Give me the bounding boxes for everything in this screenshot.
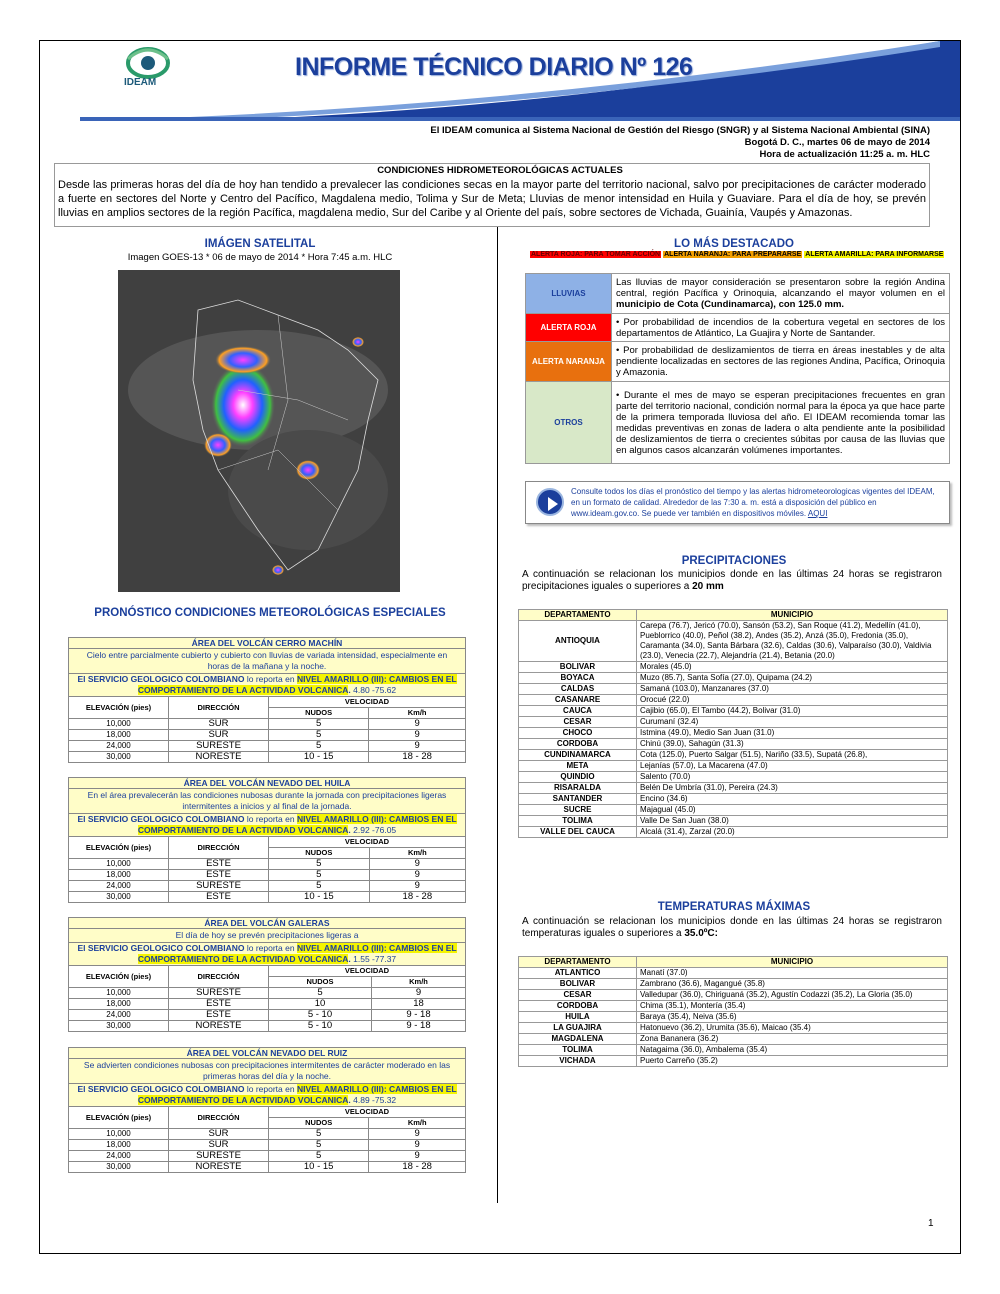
table-row [519,1001,948,1012]
wind-row [69,870,466,881]
col-knots: NUDOS [269,1118,369,1129]
department-cell: CESAR [519,990,637,1001]
department-cell: CAUCA [519,706,637,717]
volcano-description: El día de hoy se prevén precipitaciones ligeras a [69,929,466,943]
sgc-prefix: El SERVICIO GEOLOGICO COLOMBIANO [77,814,245,824]
highlight-row-roja [526,314,950,342]
department-cell: CASANARE [519,695,637,706]
wind-cell: SURESTE [169,881,269,892]
municipality-cell: Chinú (39.0), Sahagún (31.3) [637,739,948,750]
municipality-cell: Baraya (35.4), Neiva (35.6) [637,1012,948,1023]
wind-cell: 5 [269,1140,369,1151]
department-cell: ANTIOQUIA [519,621,637,662]
wind-cell: 18 - 28 [369,892,465,903]
intro-update-time: Hora de actualización 11:25 a. m. HLC [759,149,930,160]
wind-cell: 5 - 10 [269,1010,372,1021]
table-row [519,1056,948,1067]
volcano-name: ÁREA DEL VOLCÁN CERRO MACHÍN [69,638,466,649]
wind-row [69,719,466,730]
temperature-intro [522,916,942,940]
wind-cell: 5 [269,1129,369,1140]
sgc-level-b: COMPORTAMIENTO DE LA ACTIVIDAD VOLCANICA [137,685,349,695]
department-cell: CALDAS [519,684,637,695]
municipality-cell: Cota (125.0), Puerto Salgar (51.5), Nariño (33.5), Supatá (26.8), [637,750,948,761]
highlight-text-main: Durante el mes de mayo se esperan precipitaciones frecuentes en gran parte del territorio nacional, condición normal para la época ya que hace parte de la primera temporada lluviosa del año. El IDEAM recomienda tomar las medidas preventivas en zonas de ladera o alta pendiente ante la posibilidad de deslizamientos de tierra o crecientes súbitas por causa de las lluvias que en algunos casos alcanzarán volúmenes importantes. [616,389,945,456]
wind-cell: 9 [369,1151,466,1162]
wind-cell: SUR [169,1129,269,1140]
volcano-table [68,917,466,1032]
wind-cell: 5 [269,1151,369,1162]
wind-cell: 9 [371,988,465,999]
table-row [519,662,948,673]
sgc-level: NIVEL AMARILLO (III): CAMBIOS EN EL [296,674,457,684]
play-icon[interactable] [536,488,564,516]
col-municipio: MUNICIPIO [637,610,948,621]
table-row [519,990,948,1001]
highlight-label: LLUVIAS [526,274,612,314]
wind-cell: SURESTE [169,1151,269,1162]
wind-cell: 5 [269,719,369,730]
col-knots: NUDOS [269,848,370,859]
wind-cell: 18,000 [69,870,169,881]
wind-cell: 18 - 28 [369,752,466,763]
table-row [519,761,948,772]
highlight-text-bold: municipio de Cota (Cundinamarca), con 125.0 mm. [616,299,845,310]
wind-cell: 9 [369,730,466,741]
column-divider [497,227,498,1203]
table-row [519,739,948,750]
wind-cell: SUR [169,719,269,730]
wind-cell: 5 [269,881,370,892]
wind-cell: 18,000 [69,730,169,741]
table-row [519,1045,948,1056]
volcano-sgc-report: El SERVICIO GEOLOGICO COLOMBIANO lo reporta en NIVEL AMARILLO (III): CAMBIOS EN EL COMPORTAMIENTO DE LA ACTIVIDAD VOLCANICA. 4.89 -75.32 [69,1084,466,1107]
department-cell: QUINDIO [519,772,637,783]
precipitation-table [518,609,948,838]
col-velocity: VELOCIDAD [269,1107,466,1118]
wind-cell: 9 [369,870,465,881]
department-cell: VALLE DEL CAUCA [519,827,637,838]
wind-cell: 10 - 15 [269,1162,369,1173]
table-row [519,728,948,739]
volcano-table [68,777,466,903]
wind-cell: SUR [169,1140,269,1151]
department-cell: BOYACA [519,673,637,684]
col-departamento: DEPARTAMENTO [519,957,637,968]
wind-cell: NORESTE [169,752,269,763]
sgc-mid: lo reporta en [246,674,295,684]
wind-cell: NORESTE [169,1021,269,1032]
wind-cell: 18,000 [69,999,169,1010]
table-row [519,1023,948,1034]
department-cell: ATLANTICO [519,968,637,979]
wind-cell: 10 - 15 [269,752,369,763]
highlight-label: ALERTA ROJA [526,314,612,342]
table-row [519,1012,948,1023]
wind-row [69,1021,466,1032]
sgc-level-b: COMPORTAMIENTO DE LA ACTIVIDAD VOLCANICA [137,954,349,964]
wind-row [69,999,466,1010]
department-cell: CUNDINAMARCA [519,750,637,761]
volcano-coords: 2.92 -76.05 [353,825,397,835]
col-velocity: VELOCIDAD [269,966,466,977]
table-row [519,979,948,990]
table-row [519,827,948,838]
table-row [519,794,948,805]
sgc-prefix: El SERVICIO GEOLOGICO COLOMBIANO [77,674,245,684]
wind-cell: 18 [371,999,465,1010]
logo-label: IDEAM [124,77,157,88]
wind-cell: 24,000 [69,1151,169,1162]
wind-cell: 10 [269,999,372,1010]
department-cell: CHOCO [519,728,637,739]
highlight-text: • Por probabilidad de incendios de la cobertura vegetal en sectores de los departamentos de Atlántico, La Guajira y Norte de Santander. [612,314,950,342]
sgc-mid: lo reporta en [246,943,295,953]
department-cell: BOLIVAR [519,662,637,673]
col-direction: DIRECCIÓN [169,697,269,719]
conditions-title: CONDICIONES HIDROMETEOROLÓGICAS ACTUALES [377,165,623,176]
municipality-cell: Puerto Carreño (35.2) [637,1056,948,1067]
municipality-cell: Valle De San Juan (38.0) [637,816,948,827]
wind-cell: ESTE [169,870,269,881]
precipitation-intro-text: A continuación se relacionan los municipios donde en las últimas 24 horas se registraron precipitaciones iguales o superiores a [522,569,942,592]
col-knots: NUDOS [269,977,372,988]
satellite-image [118,270,400,592]
table-row [519,673,948,684]
municipality-cell: Zambrano (36.6), Magangué (35.8) [637,979,948,990]
table-row [519,816,948,827]
wind-cell: 9 [369,719,466,730]
municipality-cell: Curumaní (32.4) [637,717,948,728]
satellite-title: IMÁGEN SATELITAL [204,238,316,250]
volcano-name: ÁREA DEL VOLCÁN NEVADO DEL RUIZ [69,1048,466,1059]
temperature-threshold: 35.0ºC: [684,928,718,939]
highlight-text-main: Por probabilidad de incendios de la cobertura vegetal en sectores de los departamentos de Atlántico, La Guajira y Norte de Santander. [616,316,946,339]
wind-cell: 10,000 [69,719,169,730]
wind-row [69,988,466,999]
municipality-cell: Cajibio (65.0), El Tambo (44.2), Bolivar (31.0) [637,706,948,717]
municipality-cell: Istmina (49.0), Medio San Juan (31.0) [637,728,948,739]
volcano-name: ÁREA DEL VOLCÁN GALERAS [69,918,466,929]
col-kmh: Km/h [371,977,465,988]
temperature-intro-text: A continuación se relacionan los municipios donde en las últimas 24 horas se registraron temperaturas iguales o superiores a [522,916,942,939]
municipality-cell: Alcalá (31.4), Zarzal (20.0) [637,827,948,838]
wind-cell: 9 [369,1140,466,1151]
wind-row [69,1140,466,1151]
wind-cell: 5 [269,988,372,999]
wind-cell: 5 [269,730,369,741]
municipality-cell: Orocué (22.0) [637,695,948,706]
wind-cell: ESTE [169,892,269,903]
satellite-map-graphic [118,270,400,592]
wind-row [69,1129,466,1140]
department-cell: HUILA [519,1012,637,1023]
sgc-level: NIVEL AMARILLO (III): CAMBIOS EN EL [296,814,457,824]
wind-cell: 10 - 15 [269,892,370,903]
wind-cell: 9 [369,741,466,752]
col-elevation: ELEVACIÓN (pies) [69,697,169,719]
col-velocity: VELOCIDAD [269,837,466,848]
legend-red: ALERTA ROJA: PARA TOMAR ACCIÓN [531,251,661,258]
table-row [519,750,948,761]
highlights-table [525,273,950,464]
wind-row [69,741,466,752]
municipality-cell: Morales (45.0) [637,662,948,673]
wind-cell: 24,000 [69,741,169,752]
wind-cell: SURESTE [169,741,269,752]
department-cell: LA GUAJIRA [519,1023,637,1034]
precipitation-intro [522,569,942,593]
table-row [519,968,948,979]
volcano-name: ÁREA DEL VOLCÁN NEVADO DEL HUILA [69,778,466,789]
volcano-description: Se advierten condiciones nubosas con precipitaciones intermitentes de carácter moderado en las primeras horas del día y la noche. [69,1059,466,1084]
wind-cell: 30,000 [69,752,169,763]
wind-row [69,859,466,870]
wind-row [69,892,466,903]
wind-cell: ESTE [169,859,269,870]
highlight-row-lluvias [526,274,950,314]
col-velocity: VELOCIDAD [269,697,466,708]
wind-cell: 9 - 18 [371,1010,465,1021]
highlight-text [612,274,950,314]
highlight-text-main: Las lluvias de mayor consideración se presentaron sobre la región Andina central, región Pacífica y Orinoquia, alcanzando el mayor volumen en el [616,277,945,299]
consult-link[interactable]: AQUI [807,509,828,518]
wind-cell: ESTE [169,999,269,1010]
intro-line-1: El IDEAM comunica al Sistema Nacional de Gestión del Riesgo (SNGR) y al Sistema Nacional Ambiental (SINA) [430,125,930,136]
municipality-cell: Belén De Umbría (31.0), Pereira (24.3) [637,783,948,794]
precipitation-title: PRECIPITACIONES [681,555,787,567]
wind-cell: 9 [369,881,465,892]
col-kmh: Km/h [369,848,465,859]
highlight-text: • Por probabilidad de deslizamientos de tierra en áreas inestables y de alta pendiente localizadas en sectores de las regiones Andina, Pacífica, Orinoquia y Amazonia. [612,342,950,382]
wind-cell: 18,000 [69,1140,169,1151]
table-row [519,684,948,695]
col-elevation: ELEVACIÓN (pies) [69,966,169,988]
wind-cell: 10,000 [69,1129,169,1140]
alert-legend [530,251,946,258]
volcano-coords: 4.80 -75.62 [353,685,397,695]
municipality-cell: Samaná (103.0), Manzanares (37.0) [637,684,948,695]
municipality-cell: Salento (70.0) [637,772,948,783]
department-cell: META [519,761,637,772]
municipality-cell: Encino (34.6) [637,794,948,805]
volcano-coords: 4.89 -75.32 [353,1095,397,1105]
forecast-title: PRONÓSTICO CONDICIONES METEOROLÓGICAS ESPECIALES [94,607,446,619]
col-elevation: ELEVACIÓN (pies) [69,1107,169,1129]
wind-cell: ESTE [169,1010,269,1021]
wind-row [69,1162,466,1173]
highlights-title: LO MÁS DESTACADO [674,238,794,250]
col-direction: DIRECCIÓN [169,966,269,988]
wind-cell: 10,000 [69,988,169,999]
municipality-cell: Natagaima (36.0), Ambalema (35.4) [637,1045,948,1056]
sgc-level-b: COMPORTAMIENTO DE LA ACTIVIDAD VOLCANICA [137,825,349,835]
municipality-cell: Carepa (76.7), Jericó (70.0), Sansón (53.2), San Roque (41.2), Medellín (41.0), Pueblorrico (40.0), Peñol (38.2), Andes (35.2), Anzá (35.0), Fredonia (35.0), Caramanta (34.0), Santa Bárbara (32.6), Caldas (30.6), Valparaíso (30.0), Valdivia (23.0), Venecia (22.7), Alejandría (21.4), Betania (20.0) [637,621,948,662]
wind-cell: 5 [269,859,370,870]
sgc-prefix: El SERVICIO GEOLOGICO COLOMBIANO [77,1084,245,1094]
sgc-level: NIVEL AMARILLO (III): CAMBIOS EN EL [296,943,457,953]
wind-cell: 10,000 [69,859,169,870]
sgc-level: NIVEL AMARILLO (III): CAMBIOS EN EL [296,1084,457,1094]
header-banner [40,41,960,121]
conditions-text: Desde las primeras horas del día de hoy han tendido a prevalecer las condiciones secas en la mayor parte del territorio nacional, salvo por precipitaciones de carácter moderado a fuerte en sectores del Norte y Centro del Pacífico, Magdalena medio, Tolima y Sur de Meta; Lluvias de menor intensidad en Huila y Guaviare. Para el día de hoy, se prevén lluvias en amplios sectores de la región Pacífica, magdalena medio, Sur del Caribe y al Oriente del país, sobre sectores de Vichada, Guainía, Vaupés y Amazonas. [58,179,926,219]
consult-text: Consulte todos los días el pronóstico del tiempo y las alertas hidrometeorologicas vigentes del IDEAM, en un formato de calidad. Alrededor de las 7:30 a. m. está a disposición del público en www.ideam.gov.co. Se puede ver también en dispositivos móviles. [571,487,935,518]
col-direction: DIRECCIÓN [169,837,269,859]
col-direction: DIRECCIÓN [169,1107,269,1129]
volcano-description: Cielo entre parcialmente cubierto y cubierto con lluvias de variada intensidad, especialmente en horas de la mañana y la noche. [69,649,466,674]
precipitation-threshold: 20 mm [692,581,724,592]
wind-cell: 24,000 [69,1010,169,1021]
volcano-description: En el área prevalecerán las condiciones nubosas durante la jornada con precipitaciones ligeras intermitentes a inicios y al final de la jornada. [69,789,466,814]
department-cell: RISARALDA [519,783,637,794]
volcano-coords: 1.55 -77.37 [353,954,397,964]
municipality-cell: Muzo (85.7), Santa Sofía (27.0), Quipama (24.2) [637,673,948,684]
department-cell: MAGDALENA [519,1034,637,1045]
wind-row [69,1151,466,1162]
municipality-cell: Zona Bananera (36.2) [637,1034,948,1045]
department-cell: BOLIVAR [519,979,637,990]
legend-orange: ALERTA NARANJA: PARA PREPARARSE [664,251,802,258]
table-row [519,695,948,706]
wind-cell: NORESTE [169,1162,269,1173]
col-departamento: DEPARTAMENTO [519,610,637,621]
wind-cell: SUR [169,730,269,741]
wind-row [69,881,466,892]
table-row [519,1034,948,1045]
wind-cell: 9 - 18 [371,1021,465,1032]
highlight-label: ALERTA NARANJA [526,342,612,382]
table-row [519,717,948,728]
wind-cell: 30,000 [69,1021,169,1032]
satellite-caption: Imagen GOES-13 * 06 de mayo de 2014 * Hora 7:45 a.m. HLC [127,252,393,263]
municipality-cell: Majagual (45.0) [637,805,948,816]
department-cell: TOLIMA [519,1045,637,1056]
col-kmh: Km/h [369,1118,466,1129]
department-cell: CORDOBA [519,1001,637,1012]
sgc-mid: lo reporta en [246,1084,295,1094]
department-cell: SANTANDER [519,794,637,805]
wind-cell: 9 [369,859,465,870]
sgc-prefix: El SERVICIO GEOLOGICO COLOMBIANO [77,943,245,953]
wind-cell: 5 [269,870,370,881]
report-title: INFORME TÉCNICO DIARIO Nº 126 [295,53,693,81]
department-cell: CORDOBA [519,739,637,750]
intro-block [430,125,930,161]
municipality-cell: Hatonuevo (36.2), Urumita (35.6), Maicao (35.4) [637,1023,948,1034]
col-knots: NUDOS [269,708,369,719]
temperature-table [518,956,948,1067]
wind-cell: 5 [269,741,369,752]
table-row [519,621,948,662]
document-page [39,40,961,1254]
municipality-cell: Lejanías (57.0), La Macarena (47.0) [637,761,948,772]
municipality-cell: Manatí (37.0) [637,968,948,979]
col-kmh: Km/h [369,708,466,719]
col-municipio: MUNICIPIO [637,957,948,968]
sgc-level-b: COMPORTAMIENTO DE LA ACTIVIDAD VOLCANICA [137,1095,349,1105]
table-row [519,783,948,794]
legend-yellow: ALERTA AMARILLA: PARA INFORMARSE [805,251,944,258]
sgc-mid: lo reporta en [246,814,295,824]
volcano-table [68,1047,466,1173]
highlight-text-main: Por probabilidad de deslizamientos de tierra en áreas inestables y de alta pendiente localizadas en sectores de las regiones Andina, Pacífica, Orinoquia y Amazonia. [616,345,945,378]
department-cell: CESAR [519,717,637,728]
wind-cell: SURESTE [169,988,269,999]
highlight-text: • Durante el mes de mayo se esperan precipitaciones frecuentes en gran parte del territorio nacional, condición normal para la época ya que hace parte de la primera temporada lluviosa del año. El IDEAM recomienda tomar las medidas preventivas en zonas de ladera o alta pendiente ante la posibilidad de deslizamientos de tierra o crecientes súbitas por causa de las lluvias que en algunos casos alcanzarán volúmenes importantes. [612,382,950,464]
highlight-row-otros [526,382,950,464]
intro-date: Bogotá D. C., martes 06 de mayo de 2014 [744,137,930,148]
table-row [519,772,948,783]
department-cell: SUCRE [519,805,637,816]
wind-cell: 9 [369,1129,466,1140]
wind-cell: 24,000 [69,881,169,892]
consult-box [525,481,950,524]
volcano-sgc-report: El SERVICIO GEOLOGICO COLOMBIANO lo reporta en NIVEL AMARILLO (III): CAMBIOS EN EL COMPORTAMIENTO DE LA ACTIVIDAD VOLCANICA. 4.80 -75.62 [69,674,466,697]
wind-row [69,1010,466,1021]
department-cell: TOLIMA [519,816,637,827]
department-cell: VICHADA [519,1056,637,1067]
table-row [519,805,948,816]
wind-row [69,730,466,741]
municipality-cell: Chima (35.1), Montería (35.4) [637,1001,948,1012]
volcano-sgc-report: El SERVICIO GEOLOGICO COLOMBIANO lo reporta en NIVEL AMARILLO (III): CAMBIOS EN EL COMPORTAMIENTO DE LA ACTIVIDAD VOLCANICA. 1.55 -77.37 [69,943,466,966]
wind-cell: 30,000 [69,892,169,903]
col-elevation: ELEVACIÓN (pies) [69,837,169,859]
highlight-label: OTROS [526,382,612,464]
highlight-row-naranja [526,342,950,382]
volcano-table [68,637,466,763]
wind-cell: 30,000 [69,1162,169,1173]
wind-row [69,752,466,763]
volcano-sgc-report: El SERVICIO GEOLOGICO COLOMBIANO lo reporta en NIVEL AMARILLO (III): CAMBIOS EN EL COMPORTAMIENTO DE LA ACTIVIDAD VOLCANICA. 2.92 -76.05 [69,814,466,837]
wind-cell: 18 - 28 [369,1162,466,1173]
table-row [519,706,948,717]
temperature-title: TEMPERATURAS MÁXIMAS [657,901,811,913]
wind-cell: 5 - 10 [269,1021,372,1032]
municipality-cell: Valledupar (36.0), Chiriguaná (35.2), Agustín Codazzi (35.2), La Gloria (35.0) [637,990,948,1001]
page-number: 1 [928,1218,934,1229]
